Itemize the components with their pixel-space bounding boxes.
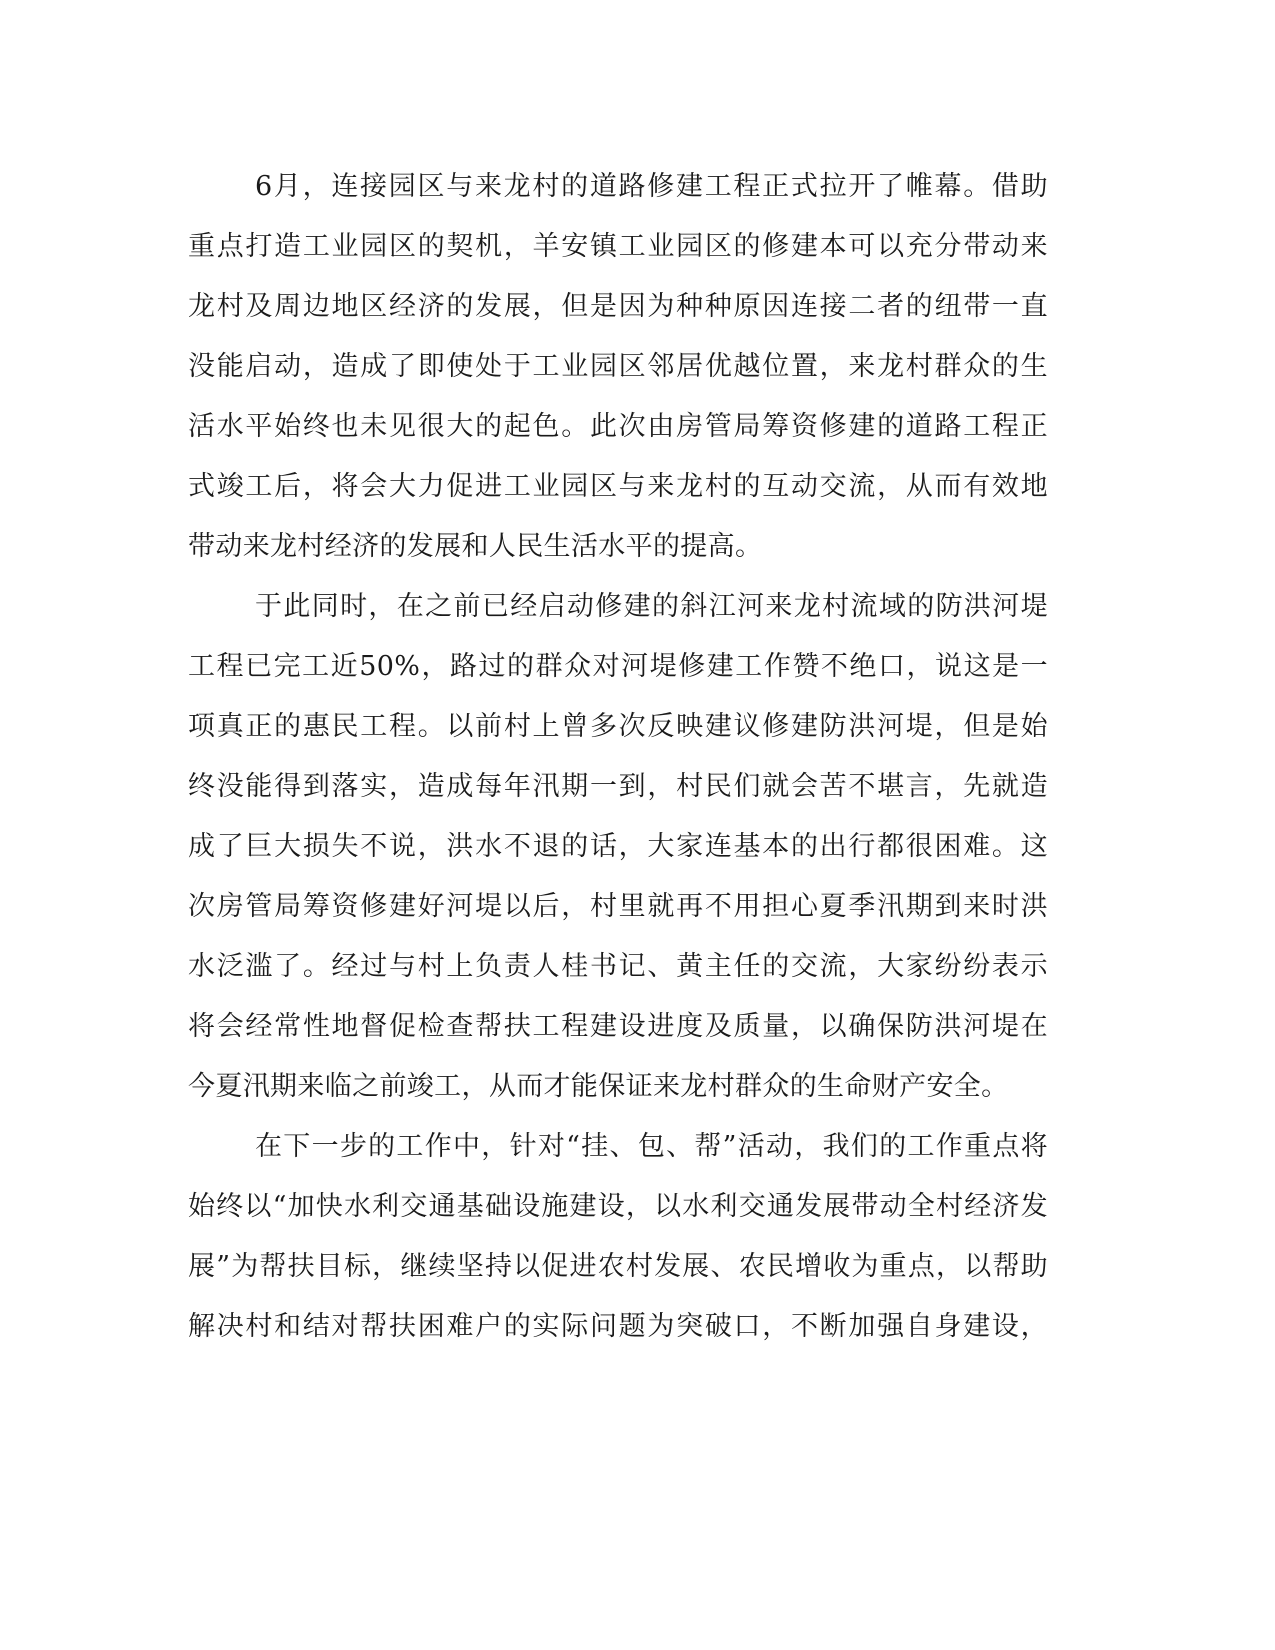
paragraph-line: 活水平始终也未见很大的起色。此次由房管局筹资修建的道路工程正 [188, 411, 1048, 442]
paragraph-line: 于此同时，在之前已经启动修建的斜江河来龙村流域的防洪河堤 [255, 591, 1048, 622]
paragraph-line: 成了巨大损失不说，洪水不退的话，大家连基本的出行都很困难。这 [188, 831, 1048, 862]
paragraph-line: 终没能得到落实，造成每年汛期一到，村民们就会苦不堪言，先就造 [188, 771, 1048, 802]
paragraph-line: 将会经常性地督促检查帮扶工程建设进度及质量，以确保防洪河堤在 [188, 1011, 1048, 1042]
paragraph-road-project [188, 157, 1048, 577]
paragraph-line: 带动来龙村经济的发展和人民生活水平的提高。 [188, 531, 763, 562]
paragraph-line: 水泛滥了。经过与村上负责人桂书记、黄主任的交流，大家纷纷表示 [188, 951, 1048, 982]
paragraph-line: 解决村和结对帮扶困难户的实际问题为突破口，不断加强自身建设， [188, 1311, 1048, 1342]
paragraph-line: 6月，连接园区与来龙村的道路修建工程正式拉开了帷幕。借助 [255, 171, 1048, 202]
paragraph-line: 次房管局筹资修建好河堤以后，村里就再不用担心夏季汛期到来时洪 [188, 891, 1048, 922]
paragraph-line: 项真正的惠民工程。以前村上曾多次反映建议修建防洪河堤，但是始 [188, 711, 1048, 742]
paragraph-line: 工程已完工近50%，路过的群众对河堤修建工作赞不绝口，说这是一 [188, 651, 1048, 682]
paragraph-flood-embankment [188, 577, 1048, 1117]
paragraph-line: 展”为帮扶目标，继续坚持以促进农村发展、农民增收为重点，以帮助 [188, 1251, 1048, 1282]
paragraph-line: 没能启动，造成了即使处于工业园区邻居优越位置，来龙村群众的生 [188, 351, 1048, 382]
paragraph-line: 今夏汛期来临之前竣工，从而才能保证来龙村群众的生命财产安全。 [188, 1071, 1009, 1102]
paragraph-line: 在下一步的工作中，针对“挂、包、帮”活动，我们的工作重点将 [255, 1131, 1048, 1162]
paragraph-line: 始终以“加快水利交通基础设施建设，以水利交通发展带动全村经济发 [188, 1191, 1048, 1222]
paragraph-line: 龙村及周边地区经济的发展，但是因为种种原因连接二者的纽带一直 [188, 291, 1048, 322]
paragraph-line: 式竣工后，将会大力促进工业园区与来龙村的互动交流，从而有效地 [188, 471, 1048, 502]
document-body [188, 157, 1048, 1357]
paragraph-line: 重点打造工业园区的契机，羊安镇工业园区的修建本可以充分带动来 [188, 231, 1048, 262]
paragraph-next-steps [188, 1117, 1048, 1357]
